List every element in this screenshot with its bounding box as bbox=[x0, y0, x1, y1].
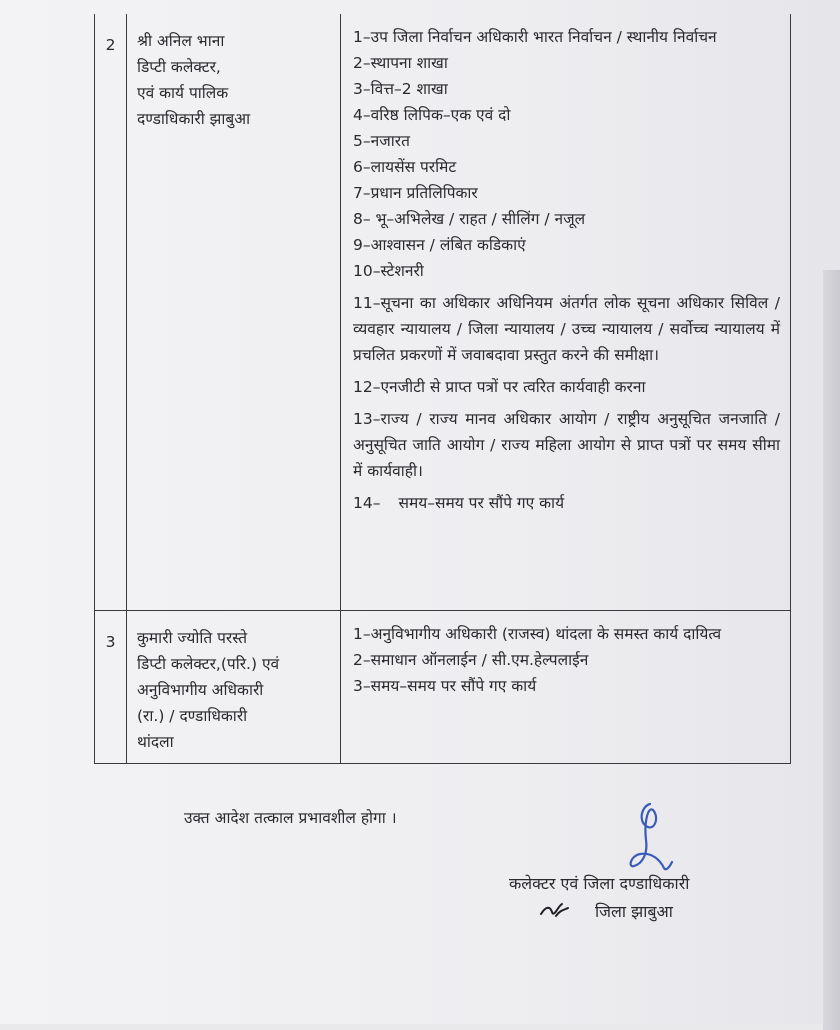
officer-name-cell bbox=[127, 611, 341, 764]
officer-name-line: श्री अनिल भाना bbox=[137, 32, 225, 50]
table-row bbox=[95, 611, 791, 764]
page-edge-shadow bbox=[823, 270, 840, 1030]
work-item: 3–वित्त–2 शाखा bbox=[353, 80, 448, 98]
work-item-number: 14– bbox=[353, 494, 381, 512]
work-item: 3–समय–समय पर सौंपे गए कार्य bbox=[353, 677, 537, 695]
work-item: 2–स्थापना शाखा bbox=[353, 54, 448, 72]
work-item: 8– भू–अभिलेख / राहत / सीलिंग / नजूल bbox=[353, 210, 586, 228]
order-effective-note: उक्त आदेश तत्काल प्रभावशील होगा । bbox=[184, 809, 397, 827]
work-item: 5–नजारत bbox=[353, 132, 410, 150]
district-name: जिला झाबुआ bbox=[595, 902, 673, 921]
officer-name-line: अनुविभागीय अधिकारी bbox=[137, 681, 264, 699]
work-allocation-table bbox=[94, 14, 791, 764]
officer-name-line: थांदला bbox=[137, 733, 174, 751]
officer-name-line: दण्डाधिकारी झाबुआ bbox=[137, 110, 251, 128]
officer-name-cell bbox=[127, 14, 341, 611]
officer-name-line: कुमारी ज्योति परस्ते bbox=[137, 629, 248, 647]
work-item: 4–वरिष्ठ लिपिक–एक एवं दो bbox=[353, 106, 511, 124]
work-item: 11–सूचना का अधिकार अधिनियम अंतर्गत लोक सूचना अधिकार सिविल / व्यवहार न्यायालय / जिला न्यायालय / उच्च न्यायालय / सर्वोच्च न्यायालय में प्रचलित प्रकरणों में जवाबदावा प्रस्तुत करने की समीक्षा। bbox=[353, 294, 780, 364]
collector-designation: कलेक्टर एवं जिला दण्डाधिकारी bbox=[509, 874, 690, 893]
work-item-text: समय–समय पर सौंपे गए कार्य bbox=[398, 494, 565, 512]
signature-block bbox=[509, 871, 689, 925]
work-item: 9–आश्वासन / लंबित कडिकाएं bbox=[353, 236, 526, 254]
work-item: 1–अनुविभागीय अधिकारी (राजस्व) थांदला के समस्त कार्य दायित्व bbox=[353, 625, 722, 643]
work-item: 10–स्टेशनरी bbox=[353, 262, 424, 280]
officer-name-line: डिप्टी कलेक्टर, bbox=[137, 58, 221, 76]
work-item: 7–प्रधान प्रतिलिपिकार bbox=[353, 184, 478, 202]
work-item bbox=[353, 490, 780, 516]
work-item: 1–उप जिला निर्वाचन अधिकारी भारत निर्वाचन / स्थानीय निर्वाचन bbox=[353, 28, 717, 46]
work-item: 13–राज्य / राज्य मानव अधिकार आयोग / राष्ट्रीय अनुसूचित जनजाति / अनुसूचित जाति आयोग / राज्य महिला आयोग से प्राप्त पत्रों पर समय सीमा में कार्यवाही। bbox=[353, 410, 780, 480]
work-item: 6–लायसेंस परमिट bbox=[353, 158, 457, 176]
table-row bbox=[95, 14, 791, 611]
assigned-work-cell bbox=[341, 611, 791, 764]
serial-number: 2 bbox=[95, 14, 127, 611]
officer-name-line: एवं कार्य पालिक bbox=[137, 84, 229, 102]
assigned-work-cell bbox=[341, 14, 791, 611]
work-item: 12–एनजीटी से प्राप्त पत्रों पर त्वरित कार्यवाही करना bbox=[353, 378, 646, 396]
work-item: 2–समाधान ऑनलाईन / सी.एम.हेल्पलाईन bbox=[353, 651, 589, 669]
serial-number: 3 bbox=[95, 611, 127, 764]
officer-name-line: (रा.) / दण्डाधिकारी bbox=[137, 707, 248, 725]
officer-name-line: डिप्टी कलेक्टर,(परि.) एवं bbox=[137, 655, 280, 673]
